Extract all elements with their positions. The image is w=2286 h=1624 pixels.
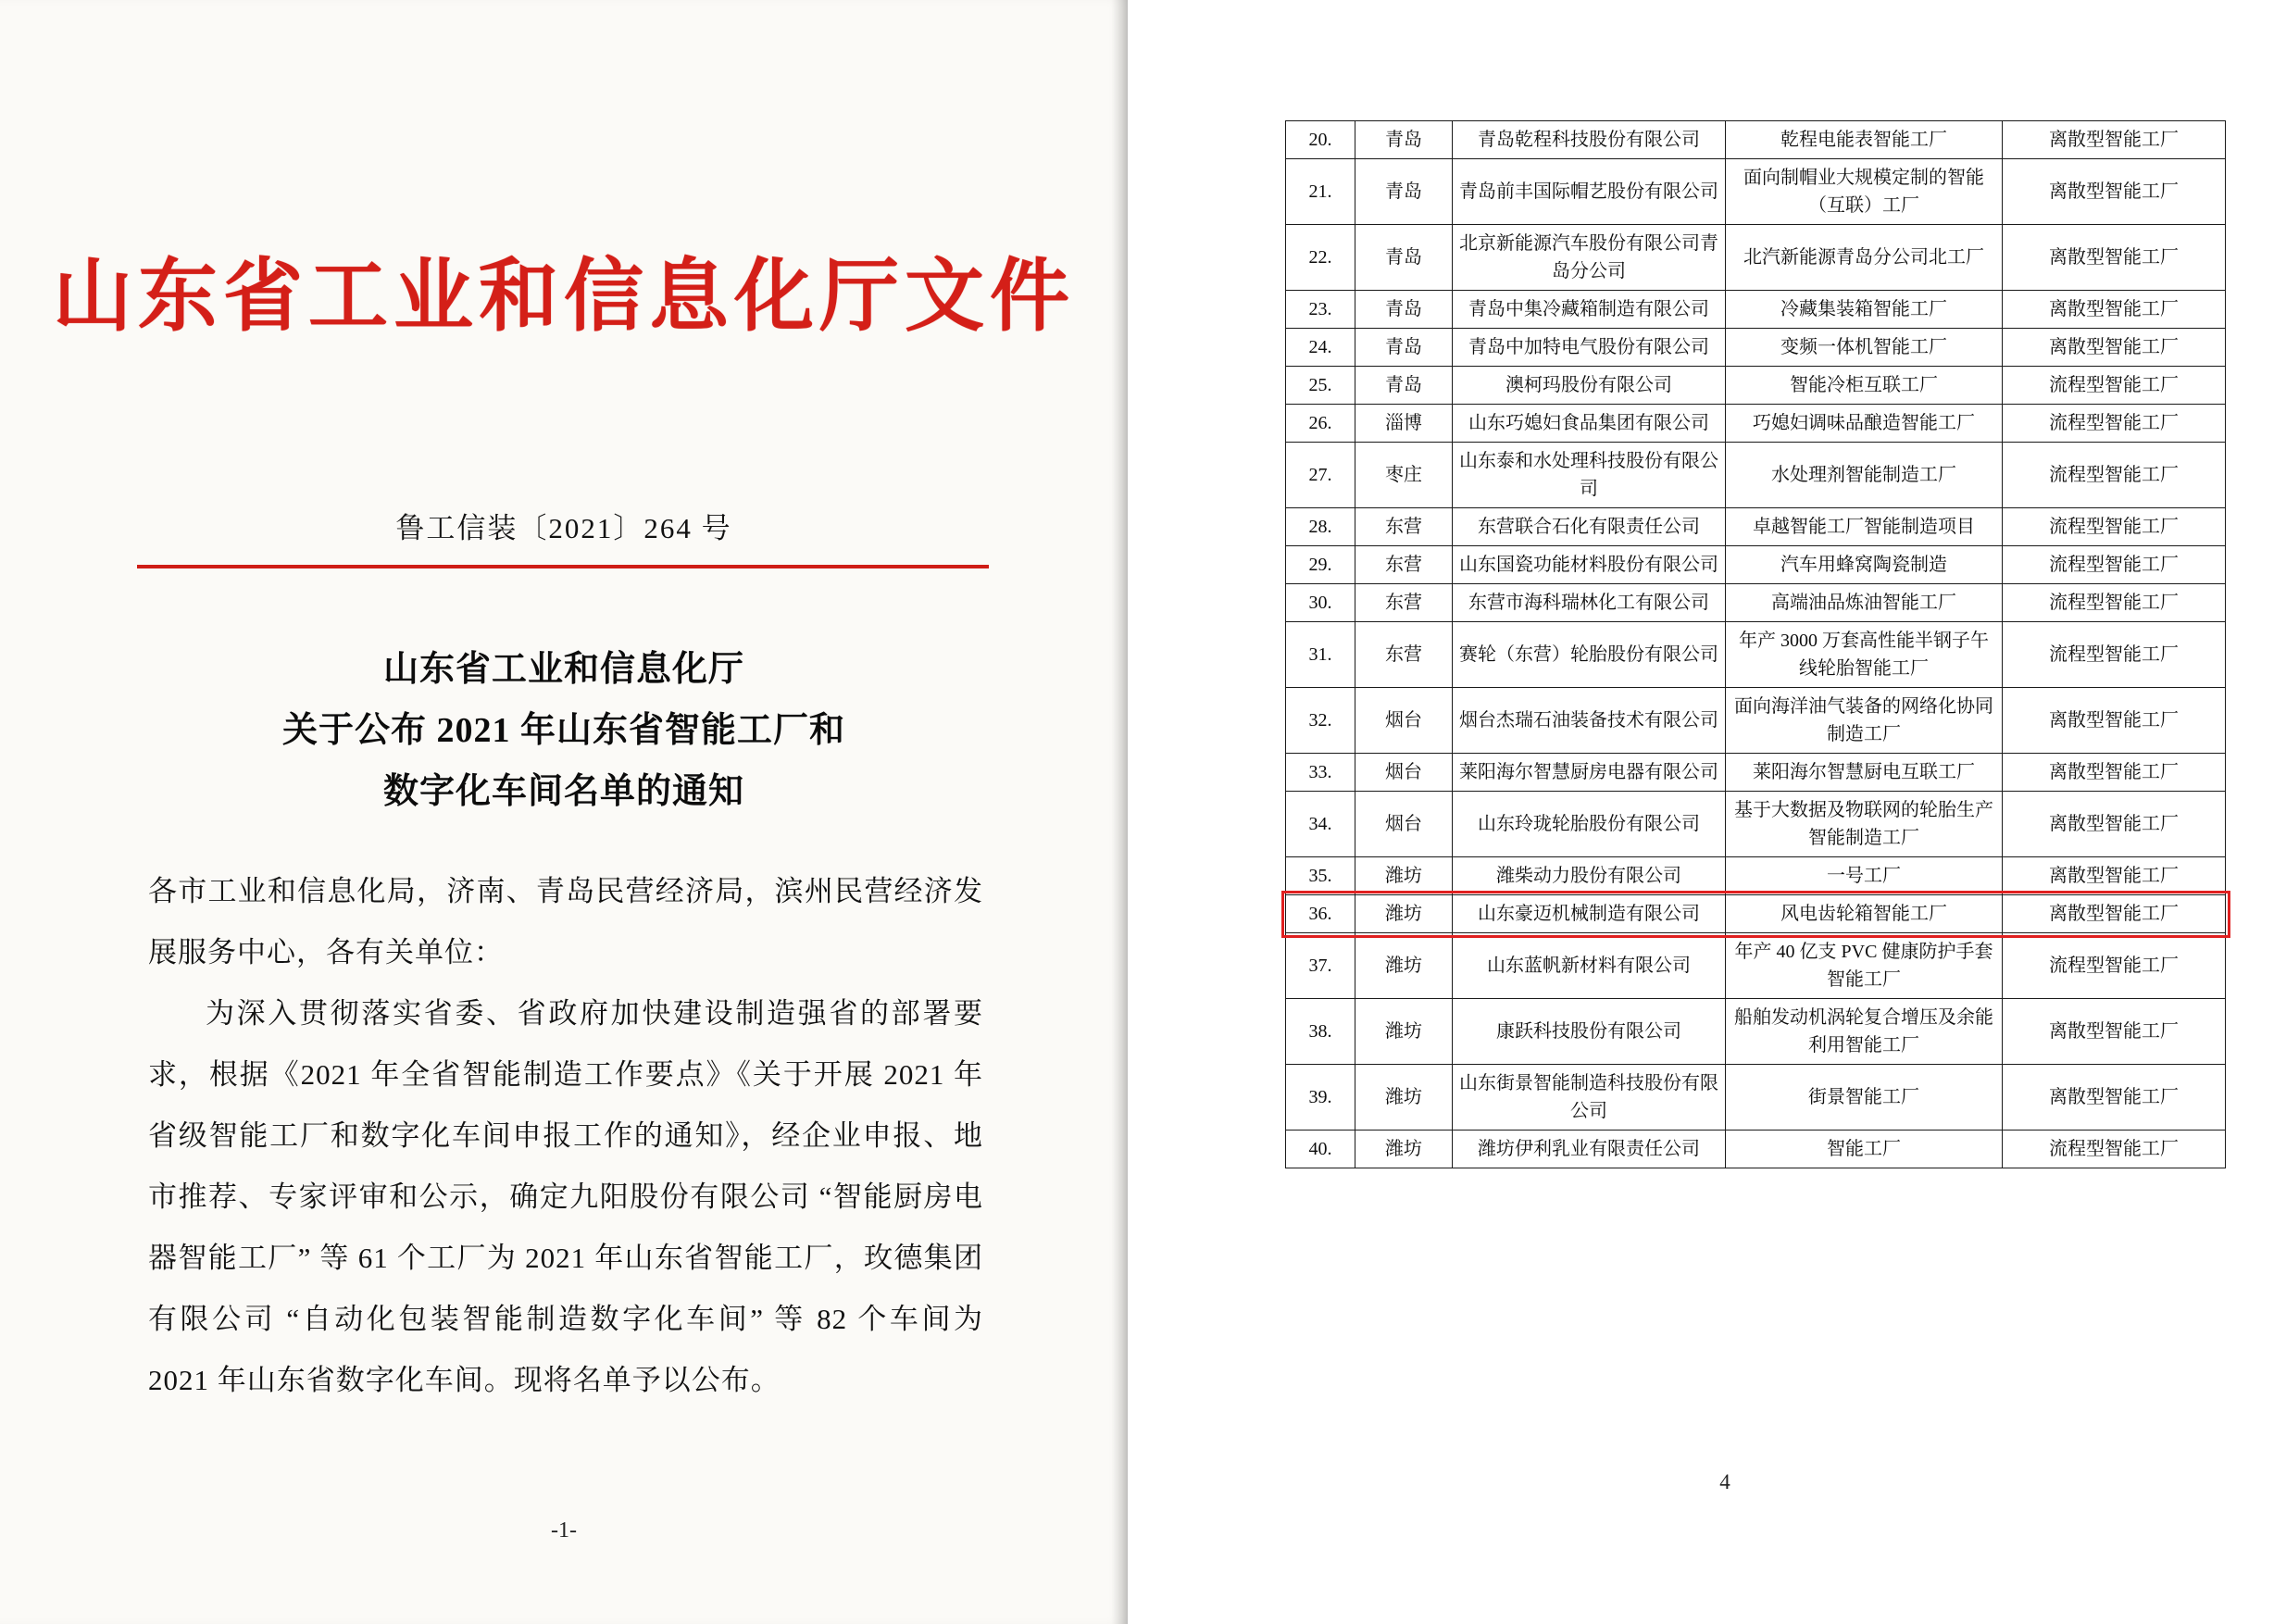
row-index: 20. <box>1286 121 1355 159</box>
row-company: 青岛中集冷藏箱制造有限公司 <box>1453 291 1726 329</box>
row-project: 变频一体机智能工厂 <box>1726 329 2003 367</box>
row-type: 离散型智能工厂 <box>2003 1065 2226 1131</box>
row-type: 流程型智能工厂 <box>2003 622 2226 688</box>
row-project: 智能工厂 <box>1726 1131 2003 1168</box>
row-index: 21. <box>1286 159 1355 225</box>
row-type: 离散型智能工厂 <box>2003 999 2226 1065</box>
table-row <box>1286 443 2226 508</box>
row-company: 澳柯玛股份有限公司 <box>1453 367 1726 405</box>
table-row <box>1286 1131 2226 1168</box>
row-type: 流程型智能工厂 <box>2003 367 2226 405</box>
row-company: 东营市海科瑞林化工有限公司 <box>1453 584 1726 622</box>
row-project: 面向制帽业大规模定制的智能（互联）工厂 <box>1726 159 2003 225</box>
row-index: 22. <box>1286 225 1355 291</box>
row-project: 年产 40 亿支 PVC 健康防护手套智能工厂 <box>1726 933 2003 999</box>
row-type: 离散型智能工厂 <box>2003 329 2226 367</box>
left-document-page <box>0 0 1139 1624</box>
row-project: 智能冷柜互联工厂 <box>1726 367 2003 405</box>
row-project: 船舶发动机涡轮复合增压及余能利用智能工厂 <box>1726 999 2003 1065</box>
row-city: 潍坊 <box>1355 857 1453 895</box>
row-type: 离散型智能工厂 <box>2003 121 2226 159</box>
row-index: 23. <box>1286 291 1355 329</box>
row-company: 山东国瓷功能材料股份有限公司 <box>1453 546 1726 584</box>
table-row <box>1286 121 2226 159</box>
table-row <box>1286 933 2226 999</box>
body-paragraph-salutation: 各市工业和信息化局，济南、青岛民营经济局，滨州民营经济发展服务中心，各有关单位： <box>148 875 983 968</box>
row-company: 山东泰和水处理科技股份有限公司 <box>1453 443 1726 508</box>
row-city: 东营 <box>1355 508 1453 546</box>
row-index: 29. <box>1286 546 1355 584</box>
document-title-block <box>0 639 1128 822</box>
row-company: 青岛中加特电气股份有限公司 <box>1453 329 1726 367</box>
row-index: 35. <box>1286 857 1355 895</box>
row-company: 山东街景智能制造科技股份有限公司 <box>1453 1065 1726 1131</box>
left-paper-surface <box>0 0 1128 1624</box>
table-row <box>1286 291 2226 329</box>
row-city: 青岛 <box>1355 121 1453 159</box>
row-city: 烟台 <box>1355 688 1453 754</box>
row-index: 37. <box>1286 933 1355 999</box>
row-company: 赛轮（东营）轮胎股份有限公司 <box>1453 622 1726 688</box>
row-project: 高端油品炼油智能工厂 <box>1726 584 2003 622</box>
row-project: 面向海洋油气装备的网络化协同制造工厂 <box>1726 688 2003 754</box>
table-row <box>1286 367 2226 405</box>
row-project: 水处理剂智能制造工厂 <box>1726 443 2003 508</box>
row-city: 烟台 <box>1355 792 1453 857</box>
row-index: 38. <box>1286 999 1355 1065</box>
table-row <box>1286 159 2226 225</box>
row-type: 流程型智能工厂 <box>2003 546 2226 584</box>
body-paragraph-main: 为深入贯彻落实省委、省政府加快建设制造强省的部署要求，根据《2021 年全省智能制造工作要点》《关于开展 2021 年省级智能工厂和数字化车间申报工作的通知》，经企业申报、地市推荐、专家评审和公示，确定九阳股份有限公司 “智能厨房电器智能工厂” 等 61 个工厂为 2021 年山东省智能工厂，玫德集团有限公司 “自动化包装智能制造数字化车间” 等 82 个车间为 2021 年山东省数字化车间。现将名单予以公布。 <box>148 997 983 1396</box>
row-index: 31. <box>1286 622 1355 688</box>
row-city: 东营 <box>1355 546 1453 584</box>
row-index: 34. <box>1286 792 1355 857</box>
row-city: 枣庄 <box>1355 443 1453 508</box>
row-city: 青岛 <box>1355 159 1453 225</box>
table-row <box>1286 225 2226 291</box>
red-divider-rule <box>137 565 989 568</box>
right-table-page <box>1139 0 2286 1624</box>
table-row <box>1286 895 2226 933</box>
row-index: 39. <box>1286 1065 1355 1131</box>
row-index: 28. <box>1286 508 1355 546</box>
row-city: 青岛 <box>1355 225 1453 291</box>
row-company: 山东蓝帆新材料有限公司 <box>1453 933 1726 999</box>
row-project: 莱阳海尔智慧厨电互联工厂 <box>1726 754 2003 792</box>
smart-factory-listing-table <box>1285 120 2226 1168</box>
row-type: 流程型智能工厂 <box>2003 405 2226 443</box>
row-company: 康跃科技股份有限公司 <box>1453 999 1726 1065</box>
row-type: 离散型智能工厂 <box>2003 291 2226 329</box>
table-row <box>1286 546 2226 584</box>
row-type: 流程型智能工厂 <box>2003 933 2226 999</box>
left-page-number: -1- <box>551 1518 577 1543</box>
document-number: 鲁工信装〔2021〕264 号 <box>395 512 732 544</box>
row-company: 山东巧媳妇食品集团有限公司 <box>1453 405 1726 443</box>
row-project: 冷藏集装箱智能工厂 <box>1726 291 2003 329</box>
row-project: 巧媳妇调味品酿造智能工厂 <box>1726 405 2003 443</box>
row-type: 离散型智能工厂 <box>2003 688 2226 754</box>
row-city: 潍坊 <box>1355 895 1453 933</box>
row-index: 26. <box>1286 405 1355 443</box>
row-city: 潍坊 <box>1355 999 1453 1065</box>
row-company: 莱阳海尔智慧厨房电器有限公司 <box>1453 754 1726 792</box>
row-index: 40. <box>1286 1131 1355 1168</box>
row-type: 流程型智能工厂 <box>2003 584 2226 622</box>
row-project: 一号工厂 <box>1726 857 2003 895</box>
listing-table-holder <box>1285 120 2179 1168</box>
row-index: 24. <box>1286 329 1355 367</box>
title-line-1: 山东省工业和信息化厅 <box>382 650 744 689</box>
row-project: 乾程电能表智能工厂 <box>1726 121 2003 159</box>
title-line-2: 关于公布 2021 年山东省智能工厂和 <box>281 711 845 750</box>
row-project: 风电齿轮箱智能工厂 <box>1726 895 2003 933</box>
row-city: 东营 <box>1355 584 1453 622</box>
document-body <box>148 861 983 1411</box>
table-row <box>1286 1065 2226 1131</box>
row-project: 年产 3000 万套高性能半钢子午线轮胎智能工厂 <box>1726 622 2003 688</box>
table-row <box>1286 857 2226 895</box>
row-project: 卓越智能工厂智能制造项目 <box>1726 508 2003 546</box>
row-company: 山东豪迈机械制造有限公司 <box>1453 895 1726 933</box>
row-project: 基于大数据及物联网的轮胎生产智能制造工厂 <box>1726 792 2003 857</box>
table-row <box>1286 792 2226 857</box>
row-city: 东营 <box>1355 622 1453 688</box>
title-line-3: 数字化车间名单的通知 <box>382 772 744 811</box>
table-row <box>1286 688 2226 754</box>
row-city: 潍坊 <box>1355 933 1453 999</box>
row-project: 街景智能工厂 <box>1726 1065 2003 1131</box>
row-type: 离散型智能工厂 <box>2003 857 2226 895</box>
row-company: 北京新能源汽车股份有限公司青岛分公司 <box>1453 225 1726 291</box>
right-page-number: 4 <box>1719 1470 1730 1493</box>
row-company: 青岛乾程科技股份有限公司 <box>1453 121 1726 159</box>
table-row <box>1286 584 2226 622</box>
row-city: 潍坊 <box>1355 1065 1453 1131</box>
row-type: 离散型智能工厂 <box>2003 159 2226 225</box>
table-row <box>1286 329 2226 367</box>
table-row <box>1286 508 2226 546</box>
row-type: 离散型智能工厂 <box>2003 895 2226 933</box>
row-company: 山东玲珑轮胎股份有限公司 <box>1453 792 1726 857</box>
row-index: 27. <box>1286 443 1355 508</box>
row-company: 潍柴动力股份有限公司 <box>1453 857 1726 895</box>
row-project: 汽车用蜂窝陶瓷制造 <box>1726 546 2003 584</box>
row-type: 流程型智能工厂 <box>2003 508 2226 546</box>
row-project: 北汽新能源青岛分公司北工厂 <box>1726 225 2003 291</box>
row-type: 离散型智能工厂 <box>2003 754 2226 792</box>
row-index: 32. <box>1286 688 1355 754</box>
row-company: 烟台杰瑞石油装备技术有限公司 <box>1453 688 1726 754</box>
row-company: 潍坊伊利乳业有限责任公司 <box>1453 1131 1726 1168</box>
row-company: 东营联合石化有限责任公司 <box>1453 508 1726 546</box>
row-company: 青岛前丰国际帽艺股份有限公司 <box>1453 159 1726 225</box>
row-index: 30. <box>1286 584 1355 622</box>
row-type: 离散型智能工厂 <box>2003 225 2226 291</box>
row-index: 36. <box>1286 895 1355 933</box>
row-city: 青岛 <box>1355 367 1453 405</box>
row-city: 潍坊 <box>1355 1131 1453 1168</box>
row-city: 青岛 <box>1355 329 1453 367</box>
row-city: 烟台 <box>1355 754 1453 792</box>
table-row <box>1286 405 2226 443</box>
table-row <box>1286 754 2226 792</box>
document-header-title: 山东省工业和信息化厅文件 <box>53 252 1075 341</box>
row-type: 流程型智能工厂 <box>2003 1131 2226 1168</box>
table-row <box>1286 999 2226 1065</box>
row-city: 青岛 <box>1355 291 1453 329</box>
row-type: 流程型智能工厂 <box>2003 443 2226 508</box>
row-city: 淄博 <box>1355 405 1453 443</box>
table-row <box>1286 622 2226 688</box>
row-index: 25. <box>1286 367 1355 405</box>
row-index: 33. <box>1286 754 1355 792</box>
row-type: 离散型智能工厂 <box>2003 792 2226 857</box>
